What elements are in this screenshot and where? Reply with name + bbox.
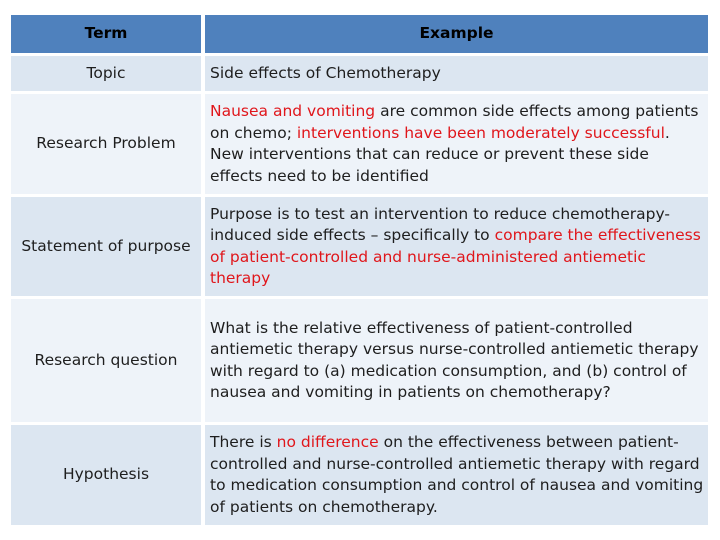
- body-text: What is the relative effectiveness of patient-controlled antiemetic therapy versus nurse-controlled antiemetic therapy with regard to (a) medication consumption, and (b) control of nausea and vomiting in patients on chemotherapy?: [210, 318, 699, 401]
- example-research-problem: [205, 94, 708, 194]
- example-research-question: [205, 299, 708, 422]
- example-statement-of-purpose: [205, 197, 708, 296]
- term-example-table: [11, 15, 708, 525]
- highlighted-text: Nausea and vomiting: [210, 102, 376, 120]
- example-text: [210, 318, 704, 404]
- example-hypothesis: [205, 425, 708, 525]
- example-topic: [205, 56, 708, 91]
- header-example: Example: [205, 15, 708, 53]
- header-term: Term: [11, 15, 201, 53]
- term-research-question: Research question: [11, 299, 201, 422]
- term-statement-of-purpose: Statement of purpose: [11, 197, 201, 296]
- body-text: Purpose is to test an intervention to reduce chemotherapy-induced side effects – specifically to: [210, 204, 670, 244]
- term-hypothesis: Hypothesis: [11, 425, 201, 525]
- example-text: [210, 63, 441, 85]
- example-text: [210, 432, 704, 518]
- term-research-problem: Research Problem: [11, 94, 201, 194]
- body-text: Side effects of Chemotherapy: [210, 63, 441, 82]
- example-text: [210, 101, 704, 187]
- highlighted-text: compare the effectiveness of patient-controlled and nurse-administered antiemetic therapy: [210, 226, 701, 287]
- body-text: on the effectiveness between patient-controlled and nurse-controlled antiemetic therapy with regard to medication consumption and control of nausea and vomiting of patients on chemotherapy.: [210, 433, 704, 516]
- body-text: are common side effects among patients on chemo;: [210, 102, 699, 142]
- body-text: . New interventions that can reduce or prevent these side effects need to be identified: [210, 123, 670, 185]
- body-text: There is: [210, 433, 277, 451]
- highlighted-text: interventions have been moderately successful: [296, 123, 665, 142]
- highlighted-text: no difference: [276, 433, 379, 451]
- term-topic: Topic: [11, 56, 201, 91]
- example-text: [210, 204, 704, 290]
